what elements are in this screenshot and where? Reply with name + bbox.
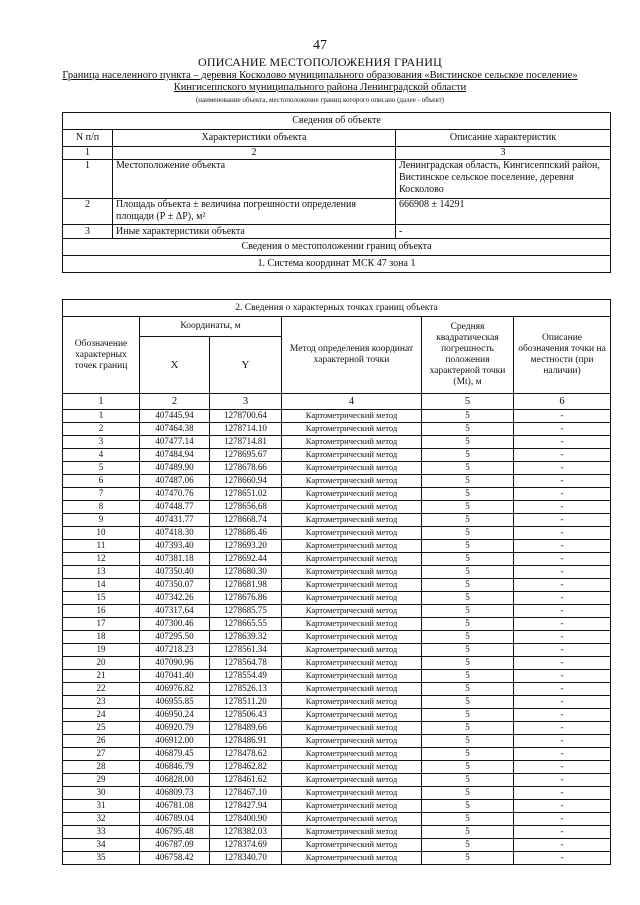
table-row xyxy=(63,748,611,761)
point-description: - xyxy=(514,423,611,436)
point-description: - xyxy=(514,449,611,462)
coord-y: 1278680.30 xyxy=(210,566,282,579)
point-number: 35 xyxy=(63,852,140,865)
table-row xyxy=(63,813,611,826)
point-number: 30 xyxy=(63,787,140,800)
mean-error: 5 xyxy=(422,748,514,761)
table-row xyxy=(63,618,611,631)
table-row xyxy=(63,839,611,852)
coord-x: 407445.94 xyxy=(140,410,210,423)
point-number: 13 xyxy=(63,566,140,579)
mean-error: 5 xyxy=(422,787,514,800)
method: Картометрический метод xyxy=(282,527,422,540)
col-number: 6 xyxy=(514,394,611,410)
table-row xyxy=(63,657,611,670)
point-number: 7 xyxy=(63,488,140,501)
coord-y: 1278427.94 xyxy=(210,800,282,813)
document-title: ОПИСАНИЕ МЕСТОПОЛОЖЕНИЯ ГРАНИЦ xyxy=(198,55,442,69)
point-description: - xyxy=(514,787,611,800)
table-row xyxy=(63,774,611,787)
coord-x: 407448.77 xyxy=(140,501,210,514)
point-description: - xyxy=(514,592,611,605)
method: Картометрический метод xyxy=(282,813,422,826)
coord-y: 1278700.64 xyxy=(210,410,282,423)
mean-error: 5 xyxy=(422,423,514,436)
point-number: 9 xyxy=(63,514,140,527)
point-number: 19 xyxy=(63,644,140,657)
col-header-point-description: Описание обозначения точки на местности (при наличии) xyxy=(514,317,611,394)
object-name-line-1: Граница населенного пункта – деревня Косколово муниципального образования «Вистинское сельское поселение» xyxy=(62,70,578,81)
coord-x: 407470.76 xyxy=(140,488,210,501)
method: Картометрический метод xyxy=(282,709,422,722)
point-description: - xyxy=(514,540,611,553)
point-description: - xyxy=(514,566,611,579)
row-2-value: 666908 ± 14291 xyxy=(396,199,611,225)
row-1-name: Местоположение объекта xyxy=(113,160,396,199)
point-description: - xyxy=(514,839,611,852)
coord-y: 1278374.69 xyxy=(210,839,282,852)
point-description: - xyxy=(514,696,611,709)
method: Картометрический метод xyxy=(282,423,422,436)
coord-x: 407295.50 xyxy=(140,631,210,644)
mean-error: 5 xyxy=(422,436,514,449)
point-description: - xyxy=(514,709,611,722)
point-number: 33 xyxy=(63,826,140,839)
point-number: 14 xyxy=(63,579,140,592)
point-description: - xyxy=(514,605,611,618)
mean-error: 5 xyxy=(422,410,514,423)
coord-x: 406976.82 xyxy=(140,683,210,696)
points-body xyxy=(63,410,611,865)
col-header-coordinates: Координаты, м xyxy=(140,317,282,337)
coord-y: 1278486.91 xyxy=(210,735,282,748)
coord-x: 406809.73 xyxy=(140,787,210,800)
table-row xyxy=(63,722,611,735)
point-number: 27 xyxy=(63,748,140,761)
coord-y: 1278478.62 xyxy=(210,748,282,761)
mean-error: 5 xyxy=(422,553,514,566)
mean-error: 5 xyxy=(422,839,514,852)
table-row xyxy=(63,423,611,436)
point-description: - xyxy=(514,579,611,592)
coord-y: 1278665.55 xyxy=(210,618,282,631)
coord-y: 1278340.70 xyxy=(210,852,282,865)
method: Картометрический метод xyxy=(282,618,422,631)
point-number: 28 xyxy=(63,761,140,774)
method: Картометрический метод xyxy=(282,501,422,514)
coord-y: 1278564.78 xyxy=(210,657,282,670)
coord-y: 1278506.43 xyxy=(210,709,282,722)
table-row xyxy=(63,514,611,527)
mean-error: 5 xyxy=(422,670,514,683)
point-description: - xyxy=(514,501,611,514)
coord-x: 407218.23 xyxy=(140,644,210,657)
mean-error: 5 xyxy=(422,592,514,605)
mean-error: 5 xyxy=(422,449,514,462)
coord-x: 407489.90 xyxy=(140,462,210,475)
method: Картометрический метод xyxy=(282,657,422,670)
method: Картометрический метод xyxy=(282,592,422,605)
point-description: - xyxy=(514,722,611,735)
method: Картометрический метод xyxy=(282,514,422,527)
mean-error: 5 xyxy=(422,852,514,865)
col-number: 1 xyxy=(63,394,140,410)
coord-y: 1278651.02 xyxy=(210,488,282,501)
mean-error: 5 xyxy=(422,488,514,501)
mean-error: 5 xyxy=(422,657,514,670)
table-row xyxy=(63,436,611,449)
point-description: - xyxy=(514,475,611,488)
point-number: 23 xyxy=(63,696,140,709)
mean-error: 5 xyxy=(422,514,514,527)
point-number: 1 xyxy=(63,410,140,423)
coord-y: 1278686.46 xyxy=(210,527,282,540)
table-row xyxy=(63,605,611,618)
coord-x: 407477.14 xyxy=(140,436,210,449)
table-row xyxy=(63,696,611,709)
method: Картометрический метод xyxy=(282,696,422,709)
col-header-characteristic: Характеристики объекта xyxy=(113,130,396,147)
coord-x: 407041.40 xyxy=(140,670,210,683)
method: Картометрический метод xyxy=(282,722,422,735)
coord-x: 407418.30 xyxy=(140,527,210,540)
point-number: 24 xyxy=(63,709,140,722)
coord-x: 407484.94 xyxy=(140,449,210,462)
method: Картометрический метод xyxy=(282,449,422,462)
object-name-line-2: Кингисеппского муниципального района Ленинградской области xyxy=(173,82,467,93)
point-number: 26 xyxy=(63,735,140,748)
mean-error: 5 xyxy=(422,826,514,839)
col-header-error: Средняя квадратическая погрешность положения характерной точки (Mt), м xyxy=(422,317,514,394)
table-row xyxy=(63,449,611,462)
coord-x: 406912.00 xyxy=(140,735,210,748)
coord-y: 1278660.94 xyxy=(210,475,282,488)
table-row xyxy=(63,579,611,592)
coord-x: 406758.42 xyxy=(140,852,210,865)
point-description: - xyxy=(514,514,611,527)
point-description: - xyxy=(514,761,611,774)
point-number: 21 xyxy=(63,670,140,683)
coord-x: 406795.48 xyxy=(140,826,210,839)
mean-error: 5 xyxy=(422,696,514,709)
method: Картометрический метод xyxy=(282,852,422,865)
point-number: 11 xyxy=(63,540,140,553)
method: Картометрический метод xyxy=(282,605,422,618)
table-row xyxy=(63,826,611,839)
coord-x: 407464.38 xyxy=(140,423,210,436)
point-description: - xyxy=(514,644,611,657)
method: Картометрический метод xyxy=(282,735,422,748)
table-row xyxy=(63,592,611,605)
coord-y: 1278685.75 xyxy=(210,605,282,618)
table-row xyxy=(63,553,611,566)
coord-y: 1278693.20 xyxy=(210,540,282,553)
point-number: 4 xyxy=(63,449,140,462)
coord-x: 407487.06 xyxy=(140,475,210,488)
method: Картометрический метод xyxy=(282,839,422,852)
point-number: 3 xyxy=(63,436,140,449)
table-row xyxy=(63,527,611,540)
method: Картометрический метод xyxy=(282,644,422,657)
coord-y: 1278668.74 xyxy=(210,514,282,527)
mean-error: 5 xyxy=(422,462,514,475)
point-number: 15 xyxy=(63,592,140,605)
table-row xyxy=(63,410,611,423)
coord-x: 407381.18 xyxy=(140,553,210,566)
row-1-value: Ленинградская область, Кингисеппский район, Вистинское сельское поселение, деревня Косколово xyxy=(396,160,611,199)
row-1-number: 1 xyxy=(63,160,113,199)
point-description: - xyxy=(514,436,611,449)
point-description: - xyxy=(514,852,611,865)
col-number: 5 xyxy=(422,394,514,410)
point-number: 5 xyxy=(63,462,140,475)
coord-y: 1278695.67 xyxy=(210,449,282,462)
coord-y: 1278511.20 xyxy=(210,696,282,709)
mean-error: 5 xyxy=(422,722,514,735)
coord-y: 1278461.62 xyxy=(210,774,282,787)
mean-error: 5 xyxy=(422,527,514,540)
coord-x: 407090.96 xyxy=(140,657,210,670)
col-number: 3 xyxy=(210,394,282,410)
mean-error: 5 xyxy=(422,683,514,696)
col-header-n: N п/п xyxy=(63,130,113,147)
point-number: 20 xyxy=(63,657,140,670)
mean-error: 5 xyxy=(422,631,514,644)
row-3-name: Иные характеристики объекта xyxy=(113,225,396,239)
row-2-name: Площадь объекта ± величина погрешности определения площади (Р ± ΔР), м² xyxy=(113,199,396,225)
table-row xyxy=(63,852,611,865)
point-number: 2 xyxy=(63,423,140,436)
point-number: 17 xyxy=(63,618,140,631)
table-row xyxy=(63,462,611,475)
method: Картометрический метод xyxy=(282,826,422,839)
row-3-value: - xyxy=(396,225,611,239)
coord-y: 1278676.86 xyxy=(210,592,282,605)
coord-y: 1278714.81 xyxy=(210,436,282,449)
coord-y: 1278714.10 xyxy=(210,423,282,436)
table-row xyxy=(63,683,611,696)
coord-y: 1278467.10 xyxy=(210,787,282,800)
col-number: 4 xyxy=(282,394,422,410)
mean-error: 5 xyxy=(422,475,514,488)
mean-error: 5 xyxy=(422,540,514,553)
mean-error: 5 xyxy=(422,605,514,618)
coord-y: 1278561.34 xyxy=(210,644,282,657)
method: Картометрический метод xyxy=(282,800,422,813)
row-2-number: 2 xyxy=(63,199,113,225)
point-number: 12 xyxy=(63,553,140,566)
table-row xyxy=(63,735,611,748)
method: Картометрический метод xyxy=(282,540,422,553)
table-row xyxy=(63,670,611,683)
point-description: - xyxy=(514,462,611,475)
coord-x: 406879.45 xyxy=(140,748,210,761)
table-row xyxy=(63,631,611,644)
object-info-table xyxy=(62,112,611,273)
table-row xyxy=(63,644,611,657)
coord-y: 1278554.49 xyxy=(210,670,282,683)
col-header-description: Описание характеристик xyxy=(396,130,611,147)
point-number: 31 xyxy=(63,800,140,813)
method: Картометрический метод xyxy=(282,488,422,501)
col-number-3: 3 xyxy=(396,147,611,160)
point-number: 18 xyxy=(63,631,140,644)
point-description: - xyxy=(514,800,611,813)
point-description: - xyxy=(514,631,611,644)
point-description: - xyxy=(514,748,611,761)
coord-x: 407350.07 xyxy=(140,579,210,592)
point-number: 29 xyxy=(63,774,140,787)
coord-x: 407317.64 xyxy=(140,605,210,618)
mean-error: 5 xyxy=(422,774,514,787)
point-description: - xyxy=(514,527,611,540)
point-description: - xyxy=(514,774,611,787)
coord-y: 1278678.66 xyxy=(210,462,282,475)
mean-error: 5 xyxy=(422,735,514,748)
mean-error: 5 xyxy=(422,618,514,631)
coord-x: 407342.26 xyxy=(140,592,210,605)
method: Картометрический метод xyxy=(282,787,422,800)
coord-x: 407393.40 xyxy=(140,540,210,553)
table-row xyxy=(63,566,611,579)
point-description: - xyxy=(514,670,611,683)
col-header-point: Обозначение характерных точек границ xyxy=(63,317,140,394)
coord-y: 1278526.13 xyxy=(210,683,282,696)
coord-y: 1278656.68 xyxy=(210,501,282,514)
mean-error: 5 xyxy=(422,579,514,592)
col-number-1: 1 xyxy=(63,147,113,160)
table-row xyxy=(63,540,611,553)
point-number: 25 xyxy=(63,722,140,735)
method: Картометрический метод xyxy=(282,761,422,774)
point-number: 10 xyxy=(63,527,140,540)
method: Картометрический метод xyxy=(282,462,422,475)
method: Картометрический метод xyxy=(282,670,422,683)
coord-x: 407350.40 xyxy=(140,566,210,579)
coord-y: 1278400.90 xyxy=(210,813,282,826)
point-number: 8 xyxy=(63,501,140,514)
coord-y: 1278462.82 xyxy=(210,761,282,774)
table-row xyxy=(63,488,611,501)
mean-error: 5 xyxy=(422,501,514,514)
row-3-number: 3 xyxy=(63,225,113,239)
mean-error: 5 xyxy=(422,761,514,774)
coord-y: 1278681.98 xyxy=(210,579,282,592)
point-description: - xyxy=(514,683,611,696)
mean-error: 5 xyxy=(422,800,514,813)
method: Картометрический метод xyxy=(282,748,422,761)
method: Картометрический метод xyxy=(282,553,422,566)
coord-x: 406781.08 xyxy=(140,800,210,813)
coord-y: 1278639.32 xyxy=(210,631,282,644)
method: Картометрический метод xyxy=(282,631,422,644)
table-row xyxy=(63,709,611,722)
table-row xyxy=(63,501,611,514)
point-number: 32 xyxy=(63,813,140,826)
point-description: - xyxy=(514,618,611,631)
col-header-x: X xyxy=(140,337,210,394)
point-description: - xyxy=(514,488,611,501)
table-row xyxy=(63,787,611,800)
point-description: - xyxy=(514,553,611,566)
coord-x: 406955.85 xyxy=(140,696,210,709)
point-description: - xyxy=(514,410,611,423)
coord-x: 407431.77 xyxy=(140,514,210,527)
point-description: - xyxy=(514,657,611,670)
table-row xyxy=(63,761,611,774)
method: Картометрический метод xyxy=(282,774,422,787)
page-number: 47 xyxy=(313,38,327,53)
boundary-section-title: Сведения о местоположении границ объекта xyxy=(63,239,611,256)
col-number-2: 2 xyxy=(113,147,396,160)
method: Картометрический метод xyxy=(282,475,422,488)
coordinate-system-line: 1. Система координат МСК 47 зона 1 xyxy=(63,256,611,273)
boundary-points-table xyxy=(62,299,611,865)
coord-y: 1278382.03 xyxy=(210,826,282,839)
col-number: 2 xyxy=(140,394,210,410)
coord-x: 406920.79 xyxy=(140,722,210,735)
coord-x: 406950.24 xyxy=(140,709,210,722)
method: Картометрический метод xyxy=(282,579,422,592)
table-row xyxy=(63,800,611,813)
point-number: 34 xyxy=(63,839,140,852)
point-description: - xyxy=(514,813,611,826)
col-header-method: Метод определения координат характерной точки xyxy=(282,317,422,394)
coord-x: 406828.00 xyxy=(140,774,210,787)
object-name-note: (наименование объекта, местоположение границ которого описано (далее - объект) xyxy=(195,96,445,104)
point-number: 6 xyxy=(63,475,140,488)
point-description: - xyxy=(514,735,611,748)
method: Картометрический метод xyxy=(282,683,422,696)
mean-error: 5 xyxy=(422,566,514,579)
table-row xyxy=(63,475,611,488)
coord-y: 1278489.66 xyxy=(210,722,282,735)
coord-x: 407300.46 xyxy=(140,618,210,631)
col-header-y: Y xyxy=(210,337,282,394)
mean-error: 5 xyxy=(422,813,514,826)
method: Картометрический метод xyxy=(282,410,422,423)
object-info-section-title: Сведения об объекте xyxy=(63,113,611,130)
point-number: 16 xyxy=(63,605,140,618)
coord-x: 406789.04 xyxy=(140,813,210,826)
point-description: - xyxy=(514,826,611,839)
coord-x: 406846.79 xyxy=(140,761,210,774)
mean-error: 5 xyxy=(422,709,514,722)
point-number: 22 xyxy=(63,683,140,696)
mean-error: 5 xyxy=(422,644,514,657)
characteristic-points-line: 2. Сведения о характерных точках границ объекта xyxy=(63,300,611,317)
coord-y: 1278692.44 xyxy=(210,553,282,566)
method: Картометрический метод xyxy=(282,566,422,579)
method: Картометрический метод xyxy=(282,436,422,449)
coord-x: 406787.09 xyxy=(140,839,210,852)
